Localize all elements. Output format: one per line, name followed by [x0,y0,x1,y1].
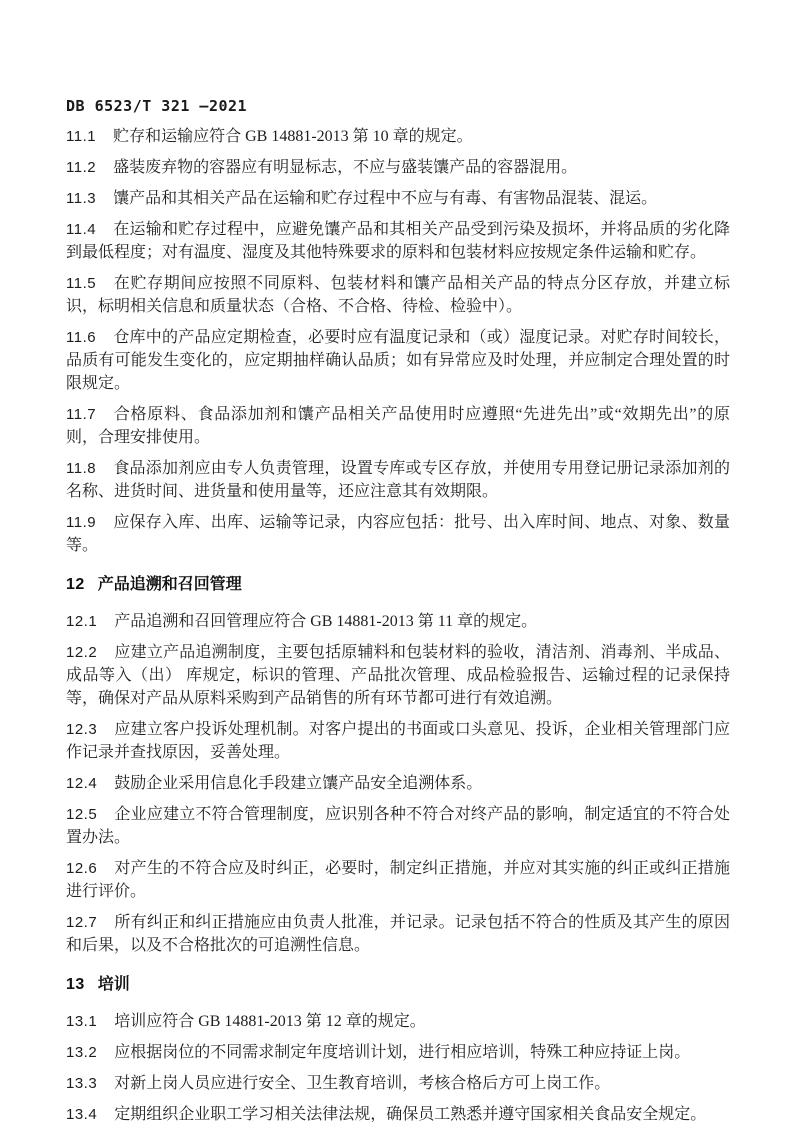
clause-11-1 [66,125,730,148]
clause-number: 11.4 [66,221,97,238]
clause-text: 在运输和贮存过程中，应避免馕产品和其相关产品受到污染及损坏，并将品质的劣化降到最低程度；对有温度、湿度及其他特殊要求的原料和包装材料应按规定条件运输和贮存。 [66,221,730,261]
clause-number: 11.8 [66,460,97,477]
clause-text: 应建立客户投诉处理机制。对客户提出的书面或口头意见、投诉，企业相关管理部门应作记录并查找原因，妥善处理。 [66,721,730,761]
section-title: 产品追溯和召回管理 [97,576,242,593]
clause-number: 11.5 [66,275,97,292]
clause-13-1 [66,1010,730,1033]
clause-text: 产品追溯和召回管理应符合 GB 14881-2013 第 11 章的规定。 [114,613,538,630]
clause-number: 12.5 [66,806,98,823]
clause-text: 食品添加剂应由专人负责管理，设置专库或专区存放，并使用专用登记册记录添加剂的名称、进货时间、进货量和使用量等，还应注意其有效期限。 [66,460,730,500]
clause-13-3 [66,1072,730,1095]
clause-text: 培训应符合 GB 14881-2013 第 12 章的规定。 [114,1013,426,1030]
clause-number: 12.6 [66,860,98,877]
clause-number: 11.7 [66,406,97,423]
clause-number: 13.3 [66,1075,98,1092]
clause-text: 仓库中的产品应定期检查，必要时应有温度记录和（或）湿度记录。对贮存时间较长，品质有可能发生变化的，应定期抽样确认品质；如有异常应及时处理，并应制定合理处置的时限规定。 [66,329,730,392]
section-number: 12 [66,576,85,593]
clause-number: 12.1 [66,613,98,630]
section-title: 培训 [97,976,130,993]
clause-text: 馕产品和其相关产品在运输和贮存过程中不应与有毒、有害物品混装、混运。 [113,190,658,207]
clause-number: 11.2 [66,159,97,176]
clause-11-9 [66,511,730,557]
clause-text: 合格原料、食品添加剂和馕产品相关产品使用时应遵照“先进先出”或“效期先出”的原则，合理安排使用。 [66,406,730,446]
clause-number: 12.2 [66,644,98,661]
clause-text: 所有纠正和纠正措施应由负责人批准，并记录。记录包括不符合的性质及其产生的原因和后果，以及不合格批次的可追溯性信息。 [66,914,730,954]
clause-number: 12.4 [66,775,98,792]
clause-text: 盛装废弃物的容器应有明显标志，不应与盛装馕产品的容器混用。 [113,159,578,176]
clause-number: 11.3 [66,190,97,207]
clause-text: 在贮存期间应按照不同原料、包装材料和馕产品相关产品的特点分区存放，并建立标识，标明相关信息和质量状态（合格、不合格、待检、检验中）。 [66,275,730,315]
clause-12-4 [66,772,730,795]
clause-12-2 [66,641,730,710]
clause-number: 13.1 [66,1013,98,1030]
clause-12-3 [66,718,730,764]
clause-number: 12.3 [66,721,98,738]
clause-text: 对新上岗人员应进行安全、卫生教育培训，考核合格后方可上岗工作。 [114,1075,611,1092]
document-number-header: DB 6523/T 321 —2021 [66,97,248,115]
clause-11-7 [66,403,730,449]
clause-text: 应根据岗位的不同需求制定年度培训计划，进行相应培训，特殊工种应持证上岗。 [114,1044,691,1061]
clause-11-2 [66,156,730,179]
clause-number: 13.2 [66,1044,98,1061]
section-heading-12 [66,573,730,596]
clause-12-5 [66,803,730,849]
clause-text: 对产生的不符合应及时纠正，必要时，制定纠正措施，并应对其实施的纠正或纠正措施进行评价。 [66,860,730,900]
clause-11-5 [66,272,730,318]
clause-11-4 [66,218,730,264]
section-heading-13 [66,973,730,996]
clause-number: 11.1 [66,128,97,145]
clause-number: 12.7 [66,914,98,931]
clause-11-6 [66,326,730,395]
clause-text: 应建立产品追溯制度，主要包括原辅料和包装材料的验收，清洁剂、消毒剂、半成品、成品等入（出） 库规定，标识的管理、产品批次管理、成品检验报告、运输过程的记录保持等，确保对产品从原料采购到产品销售的所有环节都可进行有效追溯。 [66,644,730,707]
clause-11-8 [66,457,730,503]
clause-number: 13.4 [66,1106,98,1122]
clause-12-1 [66,610,730,633]
clause-text: 企业应建立不符合管理制度，应识别各种不符合对终产品的影响，制定适宜的不符合处置办法。 [66,806,730,846]
clause-number: 11.6 [66,329,97,346]
section-number: 13 [66,976,85,993]
clause-text: 鼓励企业采用信息化手段建立馕产品安全追溯体系。 [114,775,483,792]
clause-text: 应保存入库、出库、运输等记录，内容应包括：批号、出入库时间、地点、对象、数量等。 [66,514,730,554]
clause-text: 贮存和运输应符合 GB 14881-2013 第 10 章的规定。 [113,128,473,145]
clause-11-3 [66,187,730,210]
clause-number: 11.9 [66,514,97,531]
clause-12-7 [66,911,730,957]
clause-12-6 [66,857,730,903]
clause-text: 定期组织企业职工学习相关法律法规，确保员工熟悉并遵守国家相关食品安全规定。 [114,1106,707,1122]
clause-13-2 [66,1041,730,1064]
clause-13-4 [66,1103,730,1122]
